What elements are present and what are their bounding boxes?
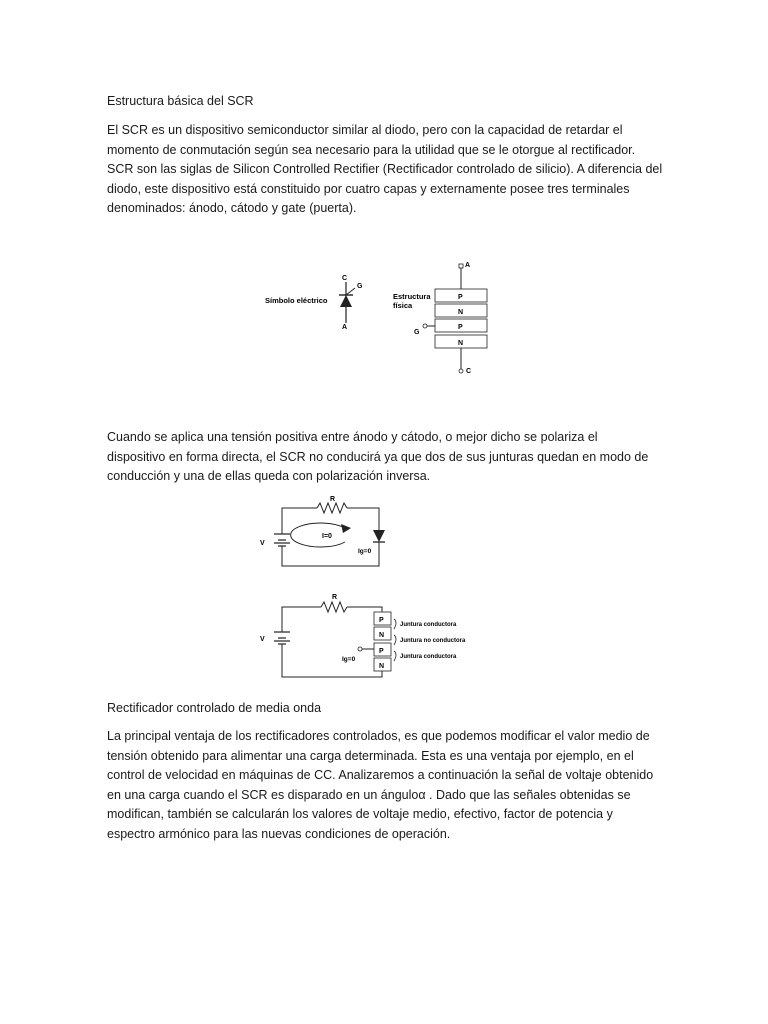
paragraph-line: tensión obtenido para alimentar una carga determinada. Esta es una ventaja por ejemplo, en el — [107, 748, 634, 763]
paragraph-intro — [107, 121, 667, 219]
section-heading-rectificador: Rectificador controlado de media onda — [107, 701, 322, 715]
structure-terminal-g: G — [414, 329, 420, 336]
layer-stack — [374, 612, 391, 671]
junction-label: Juntura conductora — [400, 622, 457, 628]
layer-stack — [435, 289, 487, 348]
paragraph-line: denominados: ánodo, cátodo y gate (puerta). — [107, 201, 357, 216]
paragraph-polarization — [107, 428, 667, 487]
paragraph-line: dispositivo en forma directa, el SCR no conducirá ya que dos de sus junturas quedan en modo de — [107, 449, 649, 464]
resistor-icon — [317, 503, 347, 513]
resistor-label: R — [332, 594, 338, 601]
symbol-label: Símbolo eléctrico — [265, 296, 328, 305]
structure-label-line1: Estructura — [393, 292, 431, 301]
junction-label: Juntura conductora — [400, 654, 457, 660]
source-label: V — [260, 636, 265, 643]
scr-symbol-icon — [339, 282, 355, 323]
paragraph-line: SCR son las siglas de Silicon Controlled Rectifier (Rectificador controlado de silicio). A diferencia del — [107, 162, 663, 177]
paragraph-line: El SCR es un dispositivo semiconductor similar al diodo, pero con la capacidad de retardar el — [107, 123, 623, 137]
layer-label: N — [379, 663, 385, 670]
layer-label: N — [458, 340, 464, 347]
paragraph-line: modifican, también se calcularán los valores de voltaje medio, efectivo, factor de potencia y — [107, 807, 613, 822]
battery-icon — [274, 534, 290, 546]
structure-terminal-a: A — [465, 262, 471, 269]
junction-bracket-icon — [394, 651, 396, 661]
junction-bracket-icon — [394, 619, 396, 629]
layer-label: N — [458, 309, 464, 316]
circuit-junctions-figure — [255, 590, 485, 682]
paragraph-line: Cuando se aplica una tensión positiva entre ánodo y cátodo, o mejor dicho se polariza el — [107, 430, 598, 444]
gate-current-label: Ig=0 — [358, 548, 372, 555]
symbol-terminal-a: A — [342, 324, 348, 331]
section-heading-estructura: Estructura básica del SCR — [107, 94, 254, 108]
paragraph-line: conducción y una de ellas queda con polarización inversa. — [107, 469, 431, 484]
junction-bracket-icon — [394, 635, 396, 645]
symbol-terminal-g: G — [357, 283, 363, 290]
layer-label: N — [379, 632, 385, 639]
paragraph-line: momento de conmutación según sea necesario para la utilidad que se le otorgue al rectificador. — [107, 142, 636, 157]
junction-label: Juntura no conductora — [400, 638, 466, 644]
resistor-icon — [321, 602, 347, 612]
source-label: V — [260, 540, 265, 547]
paragraph-rectificador — [107, 727, 667, 845]
paragraph-line: La principal ventaja de los rectificadores controlados, es que podemos modificar el valor medio de — [107, 729, 650, 743]
layer-label: P — [379, 617, 384, 624]
symbol-terminal-c: C — [342, 275, 348, 282]
battery-icon — [274, 632, 290, 644]
current-label: I=0 — [322, 533, 332, 540]
layer-label: P — [379, 648, 384, 655]
paragraph-line: en una carga cuando el SCR es disparado en un ánguloα . Dado que las señales obtenidas se — [107, 787, 631, 802]
paragraph-line: espectro armónico para las nuevas condiciones de operación. — [107, 826, 451, 841]
paragraph-line: diodo, este dispositivo está constituido por cuatro capas y externamente posee tres terminales — [107, 181, 630, 196]
circuit-forward-bias-figure — [255, 490, 405, 575]
gate-current-label: Ig=0 — [342, 656, 356, 663]
structure-terminal-c: C — [466, 368, 472, 375]
paragraph-line: control de velocidad en máquinas de CC. Analizaremos a continuación la señal de voltaje obtenido — [107, 768, 654, 783]
scr-symbol-and-structure-figure — [255, 255, 515, 390]
resistor-label: R — [330, 496, 336, 503]
layer-label: P — [458, 294, 463, 301]
scr-diode-icon — [373, 530, 385, 542]
current-loop-icon — [291, 523, 345, 547]
structure-label-line2: física — [393, 301, 413, 310]
layer-label: P — [458, 324, 463, 331]
